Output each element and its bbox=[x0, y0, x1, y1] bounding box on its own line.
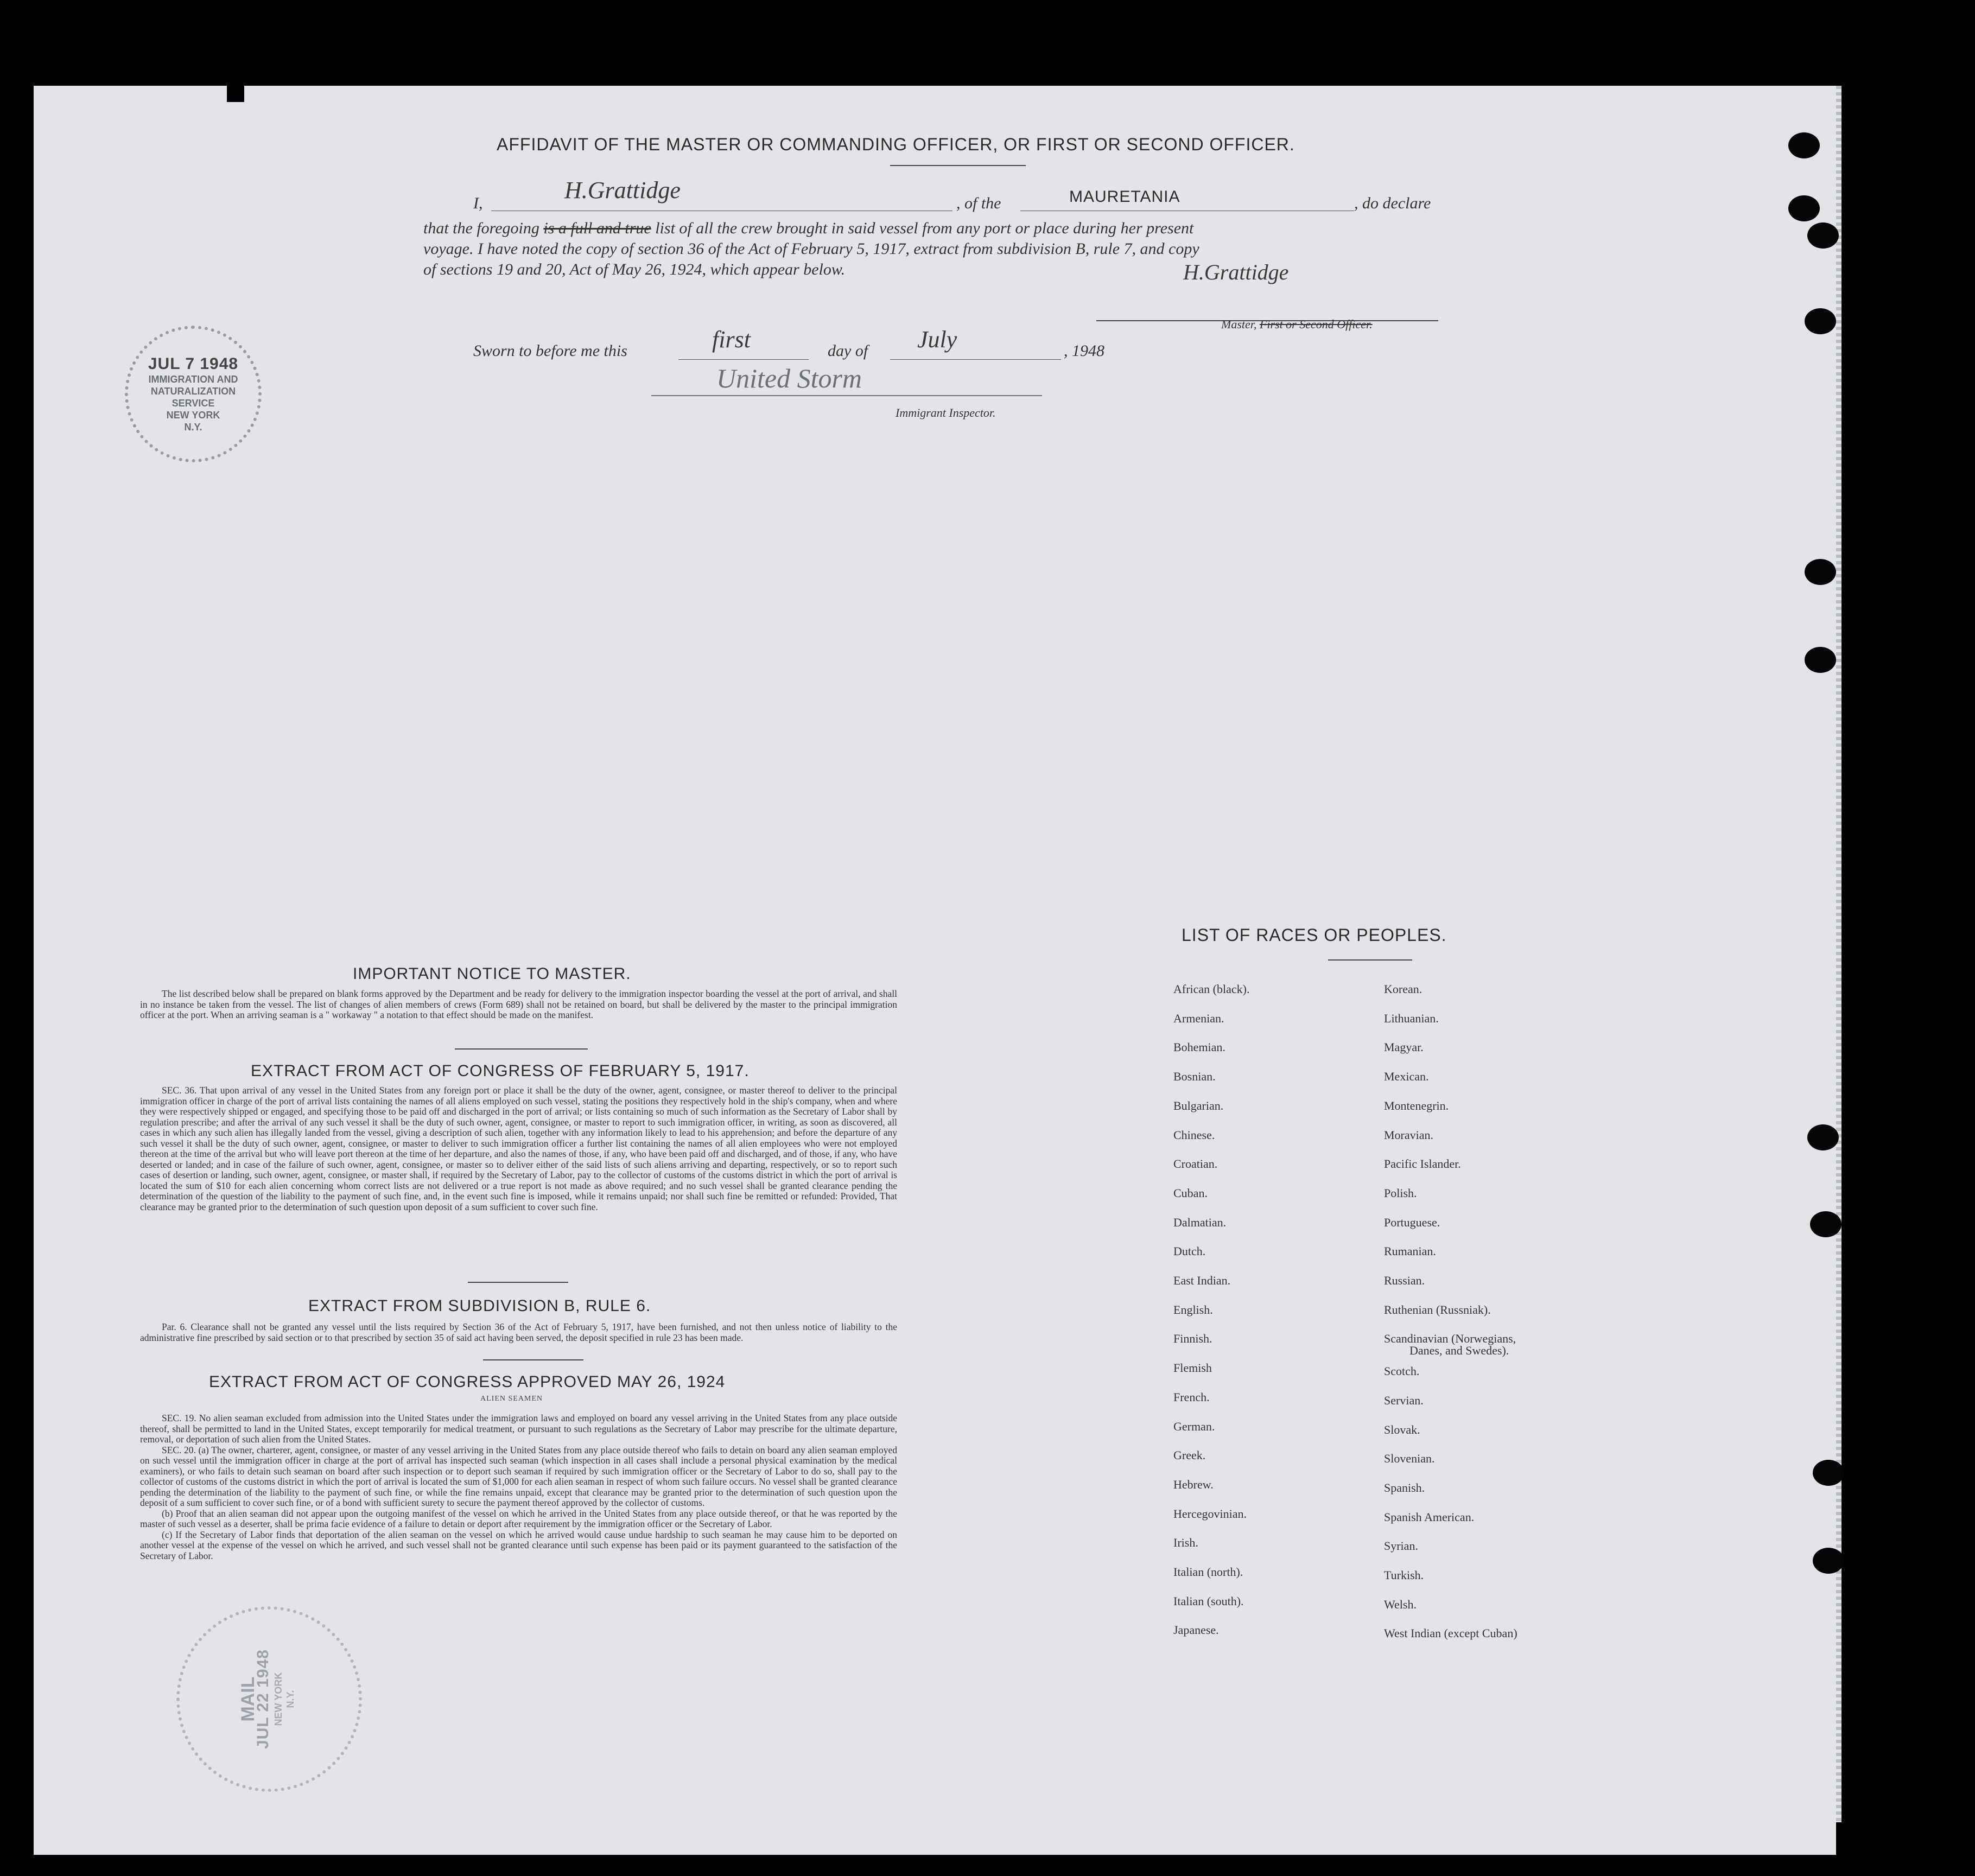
sworn-label: Sworn to before me this bbox=[473, 342, 627, 360]
master-signature: H.Grattidge bbox=[1183, 260, 1289, 284]
notice-body: The list described below shall be prepared on blank forms approved by the Department and be ready for delivery to the immigration inspector boarding the vessel at the port of arrival, and shall in no instance be taken from the vessel. The list of changes of alien members of crews (Form 689) shall not be retained on board, but shall be delivered by the master to the principal immigration officer at the port. When an arriving seaman is a " workaway " a notation to that effect should be made on the manifest. bbox=[140, 988, 897, 1020]
race-item: Scotch. bbox=[1384, 1364, 1420, 1378]
race-item: Magyar. bbox=[1384, 1040, 1424, 1054]
race-item: Russian. bbox=[1384, 1274, 1425, 1287]
do-declare-label: , do declare bbox=[1354, 194, 1431, 212]
race-item: Dalmatian. bbox=[1173, 1215, 1227, 1229]
i-label: I, bbox=[473, 194, 483, 212]
binder-hole bbox=[1807, 1124, 1839, 1150]
act1924-subtitle: ALIEN SEAMEN bbox=[480, 1395, 543, 1403]
officer-struck: First or Second Officer. bbox=[1259, 317, 1373, 331]
day-value: first bbox=[712, 326, 751, 353]
binder-hole bbox=[1805, 647, 1836, 673]
inspector-rule bbox=[651, 395, 1042, 396]
date-stamp-bottom: MAIL JUL 22 1948 NEW YORK N.Y. bbox=[176, 1606, 362, 1792]
act1917-body: SEC. 36. That upon arrival of any vessel in the United States from any foreign port or place it shall be the duty of the owner, agent, consignee, or master thereof to deliver to the principal immigration officer in charge of the port of arrival lists containing the names of all aliens employed on such vessel, stating the positions they respectively hold in the ship's company, when and where they were respectively shipped or engaged, and specifying those to be paid off and discharged in the port of arrival; or lists containing so much of such information as the Secretary of Labor shall by regulation prescribe; and after the arrival of any such vessel it shall be the duty of such owner, agent, consignee, or master to report to such immigration officer, in writing, as soon as discovered, all cases in which any such alien has illegally landed from the vessel, giving a description of such alien, together with any information likely to lead to his apprehension; and before the departure of any such vessel it shall be the duty of such owner, agent, consignee, or master to deliver to such immigration officer a further list containing the names of all alien employees who were not employed thereon at the time of the arrival but who will leave port thereon at the time of her departure, and also the names of those, if any, who have been paid off and discharged, and of those, if any, who have deserted or landed; and in case of the failure of such owner, agent, consignee, or master so to deliver either of the said lists of such aliens arriving and departing, respectively, or so to report such cases of desertion or landing, such owner, agent, consignee, or master shall, if required by the Secretary of Labor, pay to the collector of customs of the customs district in which the port of arrival is located the sum of $10 for each alien concerning whom correct lists are not delivered or a true report is not made as above required; and no such vessel shall be granted clearance pending the determination of the question of the liability to the payment of such fine, and, in the event such fine is imposed, while it remains unpaid; nor shall such fine be remitted or refunded: Provided, That clearance may be granted prior to the determination of such question upon deposit of a sum sufficient to cover such fine. bbox=[140, 1085, 897, 1212]
signer-name: H.Grattidge bbox=[564, 177, 681, 204]
race-item: Japanese. bbox=[1173, 1623, 1219, 1637]
date-stamp-top: JUL 7 1948 IMMIGRATION AND NATURALIZATION SERVICE NEW YORK N.Y. bbox=[125, 326, 262, 462]
race-item: Ruthenian (Russniak). bbox=[1384, 1302, 1491, 1317]
inspector-signature: United Storm bbox=[716, 363, 862, 393]
binder-hole bbox=[1813, 1548, 1844, 1574]
race-item: Mexican. bbox=[1384, 1070, 1429, 1084]
races-title: LIST OF RACES OR PEOPLES. bbox=[1182, 925, 1447, 945]
act1924-title: EXTRACT FROM ACT OF CONGRESS APPROVED MAY 26, 1924 bbox=[209, 1373, 726, 1391]
race-item: Bohemian. bbox=[1173, 1040, 1225, 1054]
binder-hole bbox=[1805, 308, 1836, 334]
ship-name: MAURETANIA bbox=[1069, 188, 1180, 206]
act1917-rule bbox=[468, 1282, 568, 1283]
race-item: Cuban. bbox=[1173, 1186, 1208, 1200]
race-item: Spanish American. bbox=[1384, 1510, 1475, 1524]
act1924-body: SEC. 19. No alien seaman excluded from admission into the United States under the immigration laws and employed on board any vessel arriving in the United States from any place outside thereof, shall be permitted to land in the United States, except temporarily for medical treatment, or pursuant to such regulations as the Secretary of Labor may prescribe for the ultimate departure, removal, or deportation of such alien from the United States. SEC. 20. (a) The owner, charterer, agent, consignee, or master of any vessel arriving in the United States from any place outside thereof who fails to detain on board any alien seaman employed on such vessel until the immigration officer in charge at the port of arrival has inspected such seaman (which inspection in all cases shall include a personal physical examination by the medical examiners), or who fails to detain such seaman on board after such inspection or to deport such seaman if required by such immigration officer or the Secretary of Labor to do so, shall pay to the collector of customs of the customs district in which the port of arrival is located the sum of $1,000 for each alien seaman in respect of whom such failure occurs. No vessel shall be granted clearance pending the determination of the liability to the payment of such fine, or while the fine remains unpaid, except that clearance may be granted prior to the determination of such question upon the deposit of a sum sufficient to cover such fine, or of a bond with sufficient surety to secure the payment thereof approved by the collector of customs. (b) Proof that an alien seaman did not appear upon the outgoing manifest of the vessel on which he arrived in the United States from any place outside thereof, or that he was reported by the master of such vessel as a deserter, shall be prima facie evidence of a failure to detain or deport after requirement by the immigration officer or the Secretary of Labor. (c) If the Secretary of Labor finds that deportation of the alien seaman on the vessel on which he arrived would cause undue hardship to such seaman he may cause him to be deported on another vessel at the expense of the vessel on which he arrived, and such vessel shall not be granted clearance until such expense has been paid or its payment guaranteed to the satisfaction of the Secretary of Labor. bbox=[140, 1413, 897, 1561]
race-item: Polish. bbox=[1384, 1186, 1417, 1200]
binder-hole bbox=[1810, 1211, 1841, 1237]
race-item: Slovak. bbox=[1384, 1422, 1420, 1436]
binder-hole bbox=[1813, 1460, 1844, 1486]
rule6-body: Par. 6. Clearance shall not be granted any vessel until the lists required by Section 36 of the Act of February 5, 1917, have been furnished, and not then unless notice of liability to the administrative fine prescribed by said section or to that prescribed by section 35 of said act having been served, the deposit specified in rule 23 has been made. bbox=[140, 1321, 897, 1343]
binder-hole bbox=[1788, 132, 1820, 158]
race-item: Korean. bbox=[1384, 982, 1422, 996]
notice-title: IMPORTANT NOTICE TO MASTER. bbox=[353, 965, 631, 983]
race-item: Turkish. bbox=[1384, 1568, 1424, 1582]
race-item: Danes, and Swedes). bbox=[1409, 1344, 1509, 1357]
race-item: German. bbox=[1173, 1419, 1215, 1433]
race-item: Croatian. bbox=[1173, 1157, 1218, 1171]
inspector-label: Immigrant Inspector. bbox=[896, 406, 996, 419]
race-item: Bosnian. bbox=[1173, 1070, 1216, 1084]
race-item: Irish. bbox=[1173, 1536, 1198, 1550]
race-item: Greek. bbox=[1173, 1448, 1206, 1462]
rule6-rule bbox=[483, 1359, 583, 1360]
race-item: Spanish. bbox=[1384, 1480, 1425, 1495]
race-item: Moravian. bbox=[1384, 1128, 1434, 1142]
race-item: Scandinavian (Norwegians, bbox=[1384, 1332, 1516, 1346]
race-item: Servian. bbox=[1384, 1393, 1424, 1407]
race-item: Italian (north). bbox=[1173, 1565, 1243, 1579]
race-item: Italian (south). bbox=[1173, 1594, 1244, 1608]
race-item: Hebrew. bbox=[1173, 1477, 1214, 1491]
master-label: Master, First or Second Officer. bbox=[1221, 317, 1373, 331]
race-item: Armenian. bbox=[1173, 1011, 1224, 1025]
affidavit-line-1: that the foregoing is a full and true list of all the crew brought in said vessel from any port or place during her present bbox=[423, 219, 1194, 237]
race-item: French. bbox=[1173, 1390, 1210, 1404]
race-item: Bulgarian. bbox=[1173, 1098, 1224, 1112]
month-blank bbox=[890, 359, 1061, 360]
race-item: Syrian. bbox=[1384, 1539, 1418, 1553]
race-item: Flemish bbox=[1173, 1361, 1212, 1375]
sheet-tab-notch bbox=[227, 86, 244, 102]
affidavit-line-2: voyage. I have noted the copy of section 36 of the Act of February 5, 1917, extract from subdivision B, rule 7, and copy bbox=[423, 240, 1199, 258]
affidavit-line-3: of sections 19 and 20, Act of May 26, 1924, which appear below. bbox=[423, 260, 846, 278]
act1917-title: EXTRACT FROM ACT OF CONGRESS OF FEBRUARY 5, 1917. bbox=[251, 1062, 750, 1080]
year-value: , 1948 bbox=[1064, 342, 1104, 360]
race-item: Pacific Islander. bbox=[1384, 1157, 1461, 1171]
race-item: Dutch. bbox=[1173, 1244, 1206, 1258]
rule6-title: EXTRACT FROM SUBDIVISION B, RULE 6. bbox=[308, 1297, 651, 1315]
notice-rule bbox=[455, 1048, 588, 1050]
month-value: July bbox=[917, 326, 957, 353]
binder-hole bbox=[1788, 195, 1820, 221]
title-rule bbox=[890, 165, 1026, 166]
race-item: Hercegovinian. bbox=[1173, 1506, 1247, 1521]
race-item: Rumanian. bbox=[1384, 1244, 1436, 1258]
race-item: Montenegrin. bbox=[1384, 1098, 1449, 1112]
binder-hole bbox=[1805, 559, 1836, 585]
day-of-label: day of bbox=[828, 342, 868, 360]
race-item: Chinese. bbox=[1173, 1128, 1215, 1142]
race-item: West Indian (except Cuban) bbox=[1384, 1626, 1517, 1640]
race-item: East Indian. bbox=[1173, 1274, 1231, 1287]
race-item: Finnish. bbox=[1173, 1332, 1212, 1346]
binder-hole bbox=[1807, 222, 1839, 249]
struck-text: is a full and true bbox=[543, 219, 651, 237]
race-item: English. bbox=[1173, 1302, 1213, 1317]
race-item: Welsh. bbox=[1384, 1597, 1417, 1611]
of-the-label: , of the bbox=[956, 194, 1001, 212]
races-rule bbox=[1328, 959, 1412, 961]
race-item: African (black). bbox=[1173, 982, 1250, 996]
race-item: Portuguese. bbox=[1384, 1215, 1440, 1229]
affidavit-title: AFFIDAVIT OF THE MASTER OR COMMANDING OFFICER, OR FIRST OR SECOND OFFICER. bbox=[497, 135, 1295, 154]
race-item: Lithuanian. bbox=[1384, 1011, 1439, 1025]
race-item: Slovenian. bbox=[1384, 1452, 1435, 1466]
day-blank bbox=[678, 359, 809, 360]
